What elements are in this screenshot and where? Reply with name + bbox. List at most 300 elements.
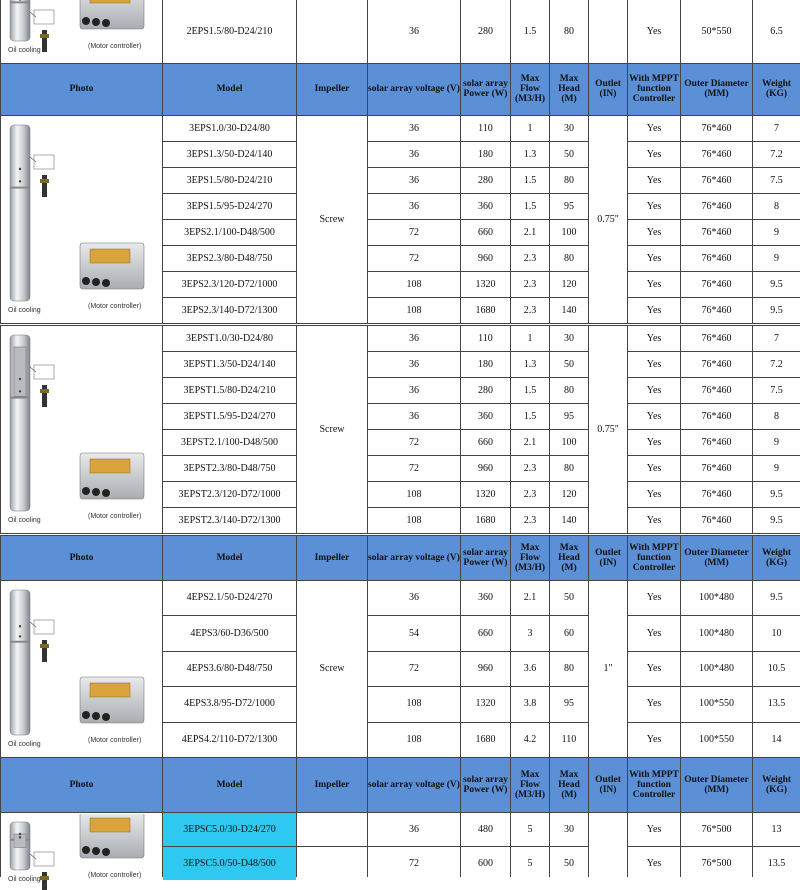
pump-callout (34, 10, 54, 24)
cell-model: 4EPS3.6/80-D48/750 (186, 662, 273, 674)
cell-weight: 7.2 (770, 148, 783, 160)
cell-weight: 10 (771, 627, 782, 639)
cell-weight: 14 (771, 733, 782, 745)
pump-photo (2, 0, 160, 61)
column-divider (510, 757, 511, 812)
cell-head: 50 (564, 148, 574, 160)
cell-flow: 1.5 (523, 26, 537, 37)
header-impeller: Impeller (314, 779, 350, 790)
row-divider (627, 846, 800, 847)
cell-mppt: Yes (646, 278, 662, 290)
cell-voltage: 36 (409, 148, 419, 160)
pump-band (10, 397, 30, 399)
cell-model: 3EPS2.3/140-D72/1300 (181, 304, 278, 316)
controller-label (90, 0, 130, 3)
cell-flow: 1 (527, 332, 533, 344)
cell-flow: 1 (527, 122, 533, 134)
column-divider (627, 115, 628, 323)
cell-mppt: Yes (646, 122, 662, 134)
column-divider (367, 535, 368, 580)
cell-weight: 9.5 (770, 304, 783, 316)
cell-diameter: 76*460 (701, 358, 732, 370)
column-divider (549, 63, 550, 115)
cell-diameter: 76*460 (701, 122, 732, 134)
cell-head: 100 (561, 436, 577, 448)
controller-gland (102, 279, 110, 287)
column-divider (752, 757, 753, 812)
cell-model: 4EPS2.1/50-D24/270 (186, 592, 273, 604)
cell-mppt: Yes (646, 733, 662, 745)
controller-label (90, 459, 130, 473)
column-divider (752, 63, 753, 115)
cell-flow: 4.2 (523, 733, 537, 745)
cell-diameter: 76*460 (701, 410, 732, 422)
header-outlet: Outlet (IN) (595, 774, 621, 795)
column-divider (0, 535, 1, 580)
cell-weight: 10.5 (767, 662, 786, 674)
cell-model: 4EPS3/60-D36/500 (190, 627, 269, 639)
cell-model: 3EPS1.0/30-D24/80 (189, 122, 270, 134)
cell-voltage: 108 (406, 304, 422, 316)
pump-part (42, 385, 47, 407)
cell-weight: 9.5 (770, 488, 783, 500)
pump-bolt (19, 168, 21, 170)
cell-voltage: 72 (409, 462, 419, 474)
cell-diameter: 50*550 (701, 26, 732, 37)
column-divider (510, 580, 511, 757)
column-divider (296, 580, 297, 757)
column-divider (752, 325, 753, 533)
cell-model: 3EPSC5.0/30-D24/270 (163, 812, 296, 846)
header-voltage: solar array voltage (V) (368, 84, 460, 94)
cell-weight: 8 (774, 200, 779, 212)
column-divider (367, 757, 368, 812)
cell-model: 3EPST1.5/95-D24/270 (183, 410, 276, 422)
cell-voltage: 72 (409, 436, 419, 448)
oil-cooling-caption: Oil cooling (8, 517, 41, 524)
cell-mppt: Yes (646, 823, 662, 835)
column-divider (680, 115, 681, 323)
column-divider (588, 115, 589, 323)
cell-mppt: Yes (646, 226, 662, 238)
cell-head: 50 (564, 358, 574, 370)
pump-band (10, 641, 30, 643)
cell-head: 80 (564, 174, 574, 186)
header-voltage: solar array voltage (V) (368, 779, 460, 790)
cell-diameter: 76*460 (701, 252, 732, 264)
cell-flow: 2.3 (523, 304, 537, 316)
column-divider (367, 580, 368, 757)
column-divider (0, 63, 1, 115)
controller-label (90, 683, 130, 697)
cell-mppt: Yes (646, 304, 662, 316)
column-divider (460, 63, 461, 115)
column-divider (627, 325, 628, 533)
column-divider (588, 757, 589, 812)
pump-bolt (19, 836, 21, 838)
cell-flow: 5 (527, 823, 533, 835)
column-divider (549, 535, 550, 580)
column-divider (510, 115, 511, 323)
cell-weight: 7.5 (770, 384, 783, 396)
cell-diameter: 76*460 (701, 304, 732, 316)
column-divider (588, 580, 589, 757)
cell-mppt: Yes (646, 200, 662, 212)
controller-gland (82, 711, 90, 719)
pump-callout (34, 852, 54, 866)
cell-weight: 9.5 (770, 278, 783, 290)
cell-flow: 2.1 (523, 592, 537, 604)
header-mppt: With MPPT function Controller (629, 769, 679, 800)
column-divider (549, 580, 550, 757)
cell-flow: 3.6 (523, 662, 537, 674)
column-divider (162, 580, 163, 757)
cell-model: 3EPS2.3/120-D72/1000 (181, 278, 278, 290)
cell-power: 180 (478, 358, 493, 370)
column-divider (680, 757, 681, 812)
column-divider (752, 535, 753, 580)
cell-model: 3EPSC5.0/50-D48/500 (163, 846, 296, 880)
pump-bolt (19, 635, 21, 637)
column-divider (296, 325, 297, 533)
controller-label (90, 818, 130, 832)
cell-model: 3EPS1.5/80-D24/210 (186, 174, 273, 186)
column-divider (588, 63, 589, 115)
cell-head: 95 (564, 698, 574, 710)
cell-mppt: Yes (646, 174, 662, 186)
cell-power: 360 (478, 200, 493, 212)
cell-voltage: 36 (409, 332, 419, 344)
cell-head: 80 (564, 26, 574, 37)
cell-mppt: Yes (646, 410, 662, 422)
cell-weight: 9 (774, 462, 779, 474)
cell-weight: 9 (774, 436, 779, 448)
cell-power: 660 (478, 226, 493, 238)
column-divider (162, 535, 163, 580)
cell-flow: 3.8 (523, 698, 537, 710)
column-divider (588, 0, 589, 63)
pump-bolt (19, 378, 21, 380)
cell-voltage: 36 (409, 200, 419, 212)
column-divider (549, 325, 550, 533)
column-divider (752, 812, 753, 877)
column-divider (162, 325, 163, 533)
cell-power: 600 (478, 857, 493, 869)
header-head: Max Head (M) (558, 542, 580, 573)
row-divider (0, 323, 800, 324)
pump-screw-window (14, 347, 26, 396)
cell-model: 3EPS1.5/95-D24/270 (186, 200, 273, 212)
column-divider (752, 115, 753, 323)
column-divider (510, 63, 511, 115)
column-divider (460, 0, 461, 63)
cell-voltage: 36 (409, 26, 419, 37)
column-divider (162, 0, 163, 63)
header-model: Model (216, 779, 243, 790)
cell-voltage: 36 (409, 358, 419, 370)
cell-head: 30 (564, 122, 574, 134)
cell-flow: 2.3 (523, 252, 537, 264)
oil-cooling-caption: Oil cooling (8, 47, 41, 54)
pump-body (10, 0, 30, 41)
controller-gland (92, 847, 100, 855)
header-diameter: Outer Diameter (MM) (684, 79, 749, 99)
header-diameter: Outer Diameter (MM) (684, 774, 749, 795)
column-divider (752, 580, 753, 757)
cell-outlet: 0.75" (597, 423, 619, 435)
cell-diameter: 76*460 (701, 278, 732, 290)
cell-head: 140 (561, 514, 577, 526)
oil-cooling-caption: Oil cooling (8, 741, 41, 748)
column-divider (162, 63, 163, 115)
pump-callout (34, 365, 54, 379)
cell-flow: 5 (527, 857, 533, 869)
cell-voltage: 108 (406, 698, 422, 710)
header-head: Max Head (M) (558, 769, 580, 800)
cell-voltage: 72 (409, 252, 419, 264)
cell-diameter: 100*550 (699, 698, 734, 710)
cell-flow: 1.3 (523, 358, 537, 370)
cell-voltage: 72 (409, 662, 419, 674)
pump-bolt (19, 390, 21, 392)
header-mppt: With MPPT function Controller (629, 542, 679, 573)
cell-head: 95 (564, 410, 574, 422)
header-power: solar array Power (W) (463, 774, 508, 795)
controller-gland (82, 846, 90, 854)
cell-weight: 6.5 (770, 26, 783, 37)
cell-weight: 8 (774, 410, 779, 422)
cell-model: 4EPS4.2/110-D72/1300 (181, 733, 278, 745)
cell-flow: 2.3 (523, 488, 537, 500)
cell-diameter: 76*460 (701, 488, 732, 500)
column-divider (460, 757, 461, 812)
pump-part (42, 30, 47, 52)
cell-mppt: Yes (646, 488, 662, 500)
header-flow: Max Flow (M3/H) (514, 769, 546, 800)
column-divider (0, 580, 1, 757)
header-flow: Max Flow (M3/H) (514, 542, 546, 573)
cell-model: 2EPS1.5/80-D24/210 (186, 26, 273, 37)
cell-mppt: Yes (646, 698, 662, 710)
pump-part (42, 175, 47, 197)
column-divider (752, 0, 753, 63)
cell-diameter: 76*460 (701, 462, 732, 474)
row-divider (0, 533, 800, 534)
header-weight: Weight (KG) (761, 79, 792, 99)
header-mppt: With MPPT function Controller (629, 74, 679, 104)
cell-diameter: 76*460 (701, 384, 732, 396)
cell-voltage: 72 (409, 226, 419, 238)
controller-gland (102, 713, 110, 721)
motor-controller-caption: (Motor controller) (88, 303, 142, 310)
column-divider (367, 115, 368, 323)
cell-weight: 9.5 (770, 514, 783, 526)
cell-flow: 1.5 (523, 200, 537, 212)
cell-power: 960 (478, 462, 493, 474)
cell-flow: 1.3 (523, 148, 537, 160)
pump-leader (30, 157, 36, 162)
cell-power: 1680 (475, 733, 496, 745)
cell-voltage: 36 (409, 823, 419, 835)
cell-mppt: Yes (646, 332, 662, 344)
cell-head: 80 (564, 662, 574, 674)
cell-head: 120 (561, 488, 577, 500)
pump-photo (2, 814, 160, 890)
cell-model: 3EPST2.3/120-D72/1000 (178, 488, 281, 500)
cell-diameter: 100*480 (699, 662, 734, 674)
cell-head: 80 (564, 252, 574, 264)
cell-model: 3EPST1.5/80-D24/210 (183, 384, 276, 396)
header-photo: Photo (69, 552, 94, 563)
controller-gland (82, 277, 90, 285)
cell-flow: 1.5 (523, 410, 537, 422)
cell-power: 110 (478, 122, 493, 134)
cell-impeller: Screw (319, 213, 345, 225)
column-divider (549, 115, 550, 323)
cell-flow: 2.1 (523, 226, 537, 238)
column-divider (588, 535, 589, 580)
cell-flow: 2.3 (523, 462, 537, 474)
cell-diameter: 100*480 (699, 592, 734, 604)
cell-voltage: 108 (406, 514, 422, 526)
pump-screw-window (14, 834, 26, 847)
controller-gland (92, 278, 100, 286)
pump-part (40, 34, 49, 38)
column-divider (296, 63, 297, 115)
cell-flow: 1.5 (523, 174, 537, 186)
pump-leader (30, 367, 36, 372)
cell-weight: 7 (774, 122, 779, 134)
cell-mppt: Yes (646, 627, 662, 639)
cell-power: 110 (478, 332, 493, 344)
cell-head: 100 (561, 226, 577, 238)
cell-model: 3EPST1.3/50-D24/140 (183, 358, 276, 370)
column-divider (680, 325, 681, 533)
header-diameter: Outer Diameter (MM) (684, 547, 749, 568)
motor-controller-caption: (Motor controller) (88, 737, 142, 744)
cell-power: 480 (478, 823, 493, 835)
cell-flow: 2.3 (523, 514, 537, 526)
cell-head: 120 (561, 278, 577, 290)
cell-voltage: 36 (409, 410, 419, 422)
pump-body (10, 125, 30, 301)
cell-voltage: 36 (409, 122, 419, 134)
header-weight: Weight (KG) (761, 774, 792, 795)
cell-flow: 3 (527, 627, 533, 639)
column-divider (296, 812, 297, 877)
cell-weight: 13.5 (767, 857, 786, 869)
column-divider (0, 0, 1, 63)
column-divider (460, 580, 461, 757)
pump-part (42, 640, 47, 662)
column-divider (680, 0, 681, 63)
cell-power: 1320 (475, 698, 496, 710)
pump-leader (30, 12, 36, 17)
cell-model: 3EPST2.3/140-D72/1300 (178, 514, 281, 526)
cell-head: 140 (561, 304, 577, 316)
column-divider (460, 325, 461, 533)
controller-gland (82, 487, 90, 495)
pump-bolt (19, 625, 21, 627)
cell-voltage: 108 (406, 488, 422, 500)
column-divider (510, 535, 511, 580)
cell-impeller: Screw (319, 663, 345, 674)
cell-head: 95 (564, 200, 574, 212)
cell-diameter: 100*550 (699, 733, 734, 745)
column-divider (549, 757, 550, 812)
header-power: solar array Power (W) (463, 547, 508, 568)
cell-model: 3EPS1.3/50-D24/140 (186, 148, 273, 160)
cell-model: 3EPS2.3/80-D48/750 (186, 252, 273, 264)
header-impeller: Impeller (314, 84, 350, 94)
cell-head: 110 (561, 733, 577, 745)
motor-controller-caption: (Motor controller) (88, 872, 142, 879)
controller-gland (82, 17, 90, 25)
cell-voltage: 36 (409, 384, 419, 396)
cell-mppt: Yes (646, 857, 662, 869)
cell-flow: 1.5 (523, 384, 537, 396)
header-flow: Max Flow (M3/H) (514, 74, 546, 104)
controller-gland (102, 19, 110, 27)
controller-gland (102, 848, 110, 856)
cell-power: 1680 (475, 304, 496, 316)
column-divider (367, 325, 368, 533)
column-divider (549, 0, 550, 63)
column-divider (162, 115, 163, 323)
header-voltage: solar array voltage (V) (368, 552, 460, 563)
column-divider (162, 812, 163, 877)
pump-band (10, 187, 30, 189)
column-divider (460, 115, 461, 323)
cell-model: 4EPS3.8/95-D72/1000 (184, 698, 275, 710)
cell-weight: 13.5 (767, 698, 786, 710)
column-divider (510, 0, 511, 63)
cell-power: 660 (478, 436, 493, 448)
column-divider (680, 580, 681, 757)
cell-head: 50 (564, 592, 574, 604)
column-divider (162, 757, 163, 812)
pump-part (40, 389, 49, 393)
cell-voltage: 54 (409, 627, 419, 639)
cell-power: 1320 (475, 278, 496, 290)
cell-diameter: 76*500 (701, 823, 732, 835)
cell-diameter: 76*460 (701, 332, 732, 344)
cell-weight: 13 (771, 823, 782, 835)
column-divider (627, 0, 628, 63)
pump-illustration (2, 327, 160, 531)
cell-diameter: 76*460 (701, 514, 732, 526)
column-divider (0, 325, 1, 533)
pump-part (42, 872, 47, 890)
header-model: Model (216, 84, 243, 94)
column-divider (460, 812, 461, 877)
cell-head: 30 (564, 332, 574, 344)
header-model: Model (216, 552, 243, 563)
cell-mppt: Yes (646, 252, 662, 264)
controller-gland (92, 488, 100, 496)
cell-weight: 7.5 (770, 174, 783, 186)
cell-power: 280 (478, 384, 493, 396)
column-divider (627, 812, 628, 877)
column-divider (510, 812, 511, 877)
controller-label (90, 249, 130, 263)
column-divider (588, 812, 589, 877)
column-divider (510, 325, 511, 533)
column-divider (367, 0, 368, 63)
pump-band (10, 1, 30, 3)
column-divider (627, 757, 628, 812)
controller-gland (92, 712, 100, 720)
